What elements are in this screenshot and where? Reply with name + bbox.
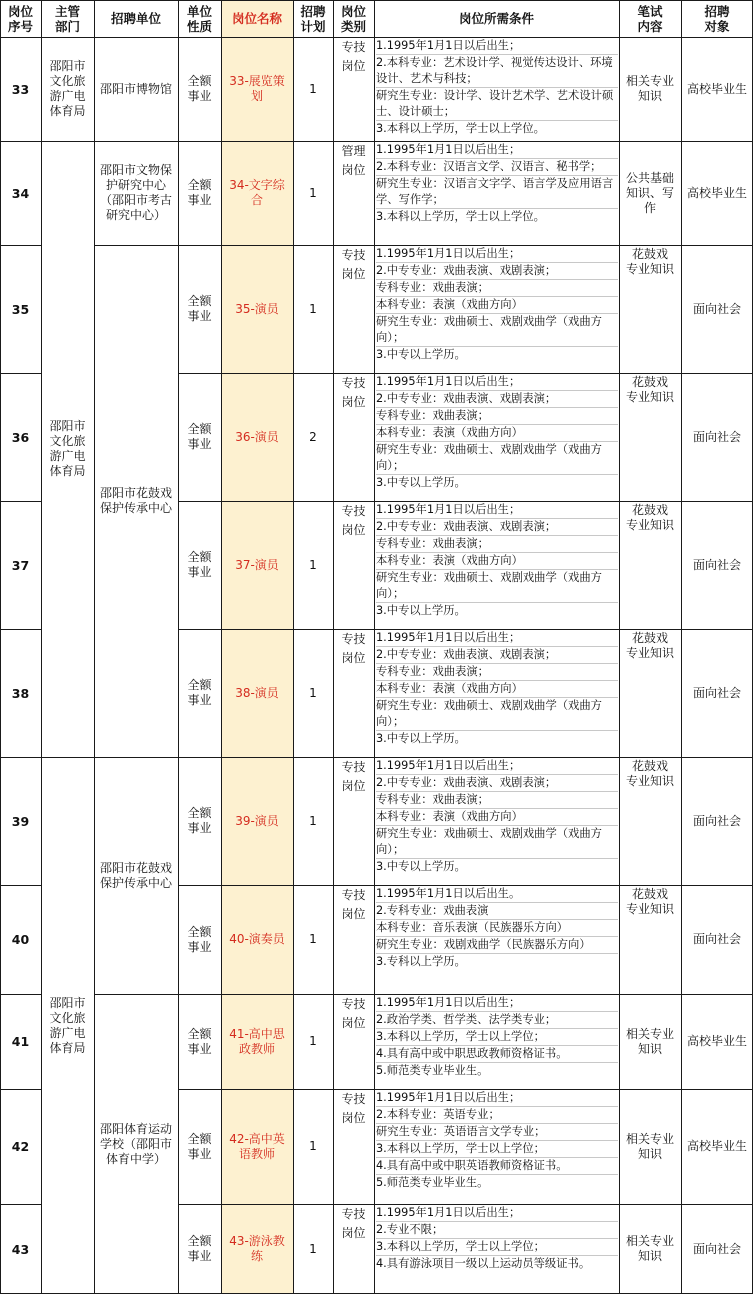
nature-cell: 全额 事业 (187, 294, 212, 323)
post-name-cell: 38-演员 (221, 629, 293, 757)
plan-cell: 2 (309, 429, 317, 444)
post-name-cell: 35-演员 (221, 245, 293, 373)
nature-cell: 全额 事业 (187, 1026, 212, 1056)
type-cell: 专技 岗位 (341, 376, 366, 409)
header-plan: 招聘 计划 (300, 3, 326, 34)
seq-cell: 33 (11, 81, 30, 97)
seq-cell: 41 (11, 1034, 30, 1049)
target-cell: 面向社会 (692, 813, 741, 828)
exam-cell: 相关专业 知识 (625, 74, 674, 103)
type-cell: 专技 岗位 (341, 40, 366, 73)
conditions-cell: 1.1995年1月1日以后出生； 2.本科专业：英语专业； 研究生专业：英语语言文学专业； 3.本科以上学历，学士以上学位； 4.具有高中或中职英语教师资格证书。 5.师范类专业毕业生。 (374, 1090, 619, 1204)
type-cell: 专技 岗位 (341, 1207, 366, 1240)
header-type: 岗位 类别 (340, 3, 366, 34)
nature-cell: 全额 事业 (187, 1234, 212, 1263)
header-conditions: 岗位所需条件 (458, 11, 534, 26)
header-unit: 招聘单位 (110, 11, 161, 26)
seq-cell: 34 (11, 185, 30, 201)
header-nature: 单位 性质 (186, 3, 212, 34)
nature-cell: 全额 事业 (187, 178, 212, 207)
target-cell: 面向社会 (692, 557, 741, 572)
type-cell: 专技 岗位 (341, 760, 366, 793)
exam-cell: 花鼓戏 专业知识 (625, 375, 674, 404)
post-name-cell: 42-高中英 语教师 (221, 1089, 293, 1204)
post-name-cell: 39-演员 (221, 757, 293, 885)
post-name-cell: 34-文字综 合 (221, 141, 293, 245)
exam-cell: 花鼓戏 专业知识 (625, 631, 674, 660)
conditions-cell: 1.1995年1月1日以后出生。 2.专科专业：戏曲表演 本科专业：音乐表演（民族器乐方向） 研究生专业：戏剧戏曲学（民族器乐方向） 3.专科以上学历。 (374, 886, 619, 994)
post-name-cell: 43-游泳教 练 (221, 1204, 293, 1294)
seq-cell: 35 (11, 301, 30, 317)
exam-cell: 相关专业 知识 (625, 1234, 674, 1263)
seq-cell: 40 (11, 932, 30, 947)
exam-cell: 相关专业 知识 (625, 1026, 674, 1056)
exam-cell: 花鼓戏 专业知识 (625, 887, 674, 916)
unit-cell: 邵阳体育运动 学校（邵阳市 体育中学） (99, 1121, 172, 1166)
type-cell: 管理 岗位 (341, 144, 366, 177)
post-name-cell: 40-演奏员 (221, 885, 293, 994)
target-cell: 高校毕业生 (686, 1034, 747, 1048)
exam-cell: 公共基础 知识、写 作 (625, 170, 674, 215)
seq-cell: 36 (11, 429, 30, 445)
nature-cell: 全额 事业 (187, 74, 212, 103)
plan-cell: 1 (309, 185, 317, 200)
header-dept: 主管 部门 (54, 3, 80, 34)
unit-cell: 邵阳市花鼓戏 保护传承中心 (99, 860, 172, 890)
conditions-cell: 1.1995年1月1日以后出生； 2.中专专业：戏曲表演、戏剧表演； 专科专业：戏曲表演； 本科专业：表演（戏曲方向） 研究生专业：戏曲硕士、戏剧戏曲学（戏曲方向）； 3.中专以上学历。 (374, 630, 619, 757)
unit-cell: 邵阳市文物保 护研究中心 （邵阳市考古 研究中心） (99, 163, 172, 222)
target-cell: 高校毕业生 (686, 185, 747, 200)
plan-cell: 1 (309, 1139, 317, 1153)
conditions-cell: 1.1995年1月1日以后出生； 2.中专专业：戏曲表演、戏剧表演； 专科专业：戏曲表演； 本科专业：表演（戏曲方向） 研究生专业：戏曲硕士、戏剧戏曲学（戏曲方向）； 3.中专以上学历。 (374, 246, 619, 373)
conditions-cell: 1.1995年1月1日以后出生； 2.政治学类、哲学类、法学类专业； 3.本科以上学历，学士以上学位； 4.具有高中或中职思政教师资格证书。 5.师范类专业毕业生。 (374, 995, 619, 1089)
header-seq: 岗位 序号 (7, 3, 33, 34)
plan-cell: 1 (309, 813, 317, 828)
seq-cell: 38 (11, 685, 30, 701)
nature-cell: 全额 事业 (187, 1131, 212, 1161)
unit-cell: 邵阳市花鼓戏 保护传承中心 (99, 486, 172, 515)
post-name-cell: 37-演员 (221, 501, 293, 629)
type-cell: 专技 岗位 (341, 248, 366, 281)
conditions-cell: 1.1995年1月1日以后出生； 2.中专专业：戏曲表演、戏剧表演； 专科专业：戏曲表演； 本科专业：表演（戏曲方向） 研究生专业：戏曲硕士、戏剧戏曲学（戏曲方向）； 3.中专以上学历。 (374, 374, 619, 501)
target-cell: 面向社会 (692, 301, 741, 316)
target-cell: 面向社会 (692, 932, 741, 946)
plan-cell: 1 (309, 557, 317, 572)
plan-cell: 1 (309, 1241, 317, 1256)
plan-cell: 1 (309, 685, 317, 700)
conditions-cell: 1.1995年1月1日以后出生； 2.中专专业：戏曲表演、戏剧表演； 专科专业：戏曲表演； 本科专业：表演（戏曲方向） 研究生专业：戏曲硕士、戏剧戏曲学（戏曲方向）； 3.中专以上学历。 (374, 758, 619, 885)
nature-cell: 全额 事业 (187, 550, 212, 579)
header-exam: 笔试 内容 (637, 3, 663, 34)
target-cell: 高校毕业生 (686, 81, 747, 96)
target-cell: 面向社会 (692, 429, 741, 444)
post-name-cell: 41-高中思 政教师 (221, 994, 293, 1089)
type-cell: 专技 岗位 (341, 888, 366, 921)
seq-cell: 42 (11, 1139, 30, 1154)
nature-cell: 全额 事业 (187, 806, 212, 835)
exam-cell: 花鼓戏 专业知识 (625, 759, 674, 788)
nature-cell: 全额 事业 (187, 678, 212, 707)
seq-cell: 37 (11, 557, 30, 573)
nature-cell: 全额 事业 (187, 422, 212, 451)
exam-cell: 花鼓戏 专业知识 (625, 503, 674, 532)
conditions-cell: 1.1995年1月1日以后出生； 2.本科专业：汉语言文学、汉语言、秘书学； 研究生专业：汉语言文字学、语言学及应用语言学、写作学； 3.本科以上学历，学士以上学位。 (374, 142, 619, 245)
plan-cell: 1 (309, 1034, 317, 1048)
header-target: 招聘 对象 (704, 3, 730, 34)
header-post: 岗位名称 (221, 0, 293, 37)
seq-cell: 43 (11, 1241, 30, 1257)
conditions-cell: 1.1995年1月1日以后出生； 2.中专专业：戏曲表演、戏剧表演； 专科专业：戏曲表演； 本科专业：表演（戏曲方向） 研究生专业：戏曲硕士、戏剧戏曲学（戏曲方向）； 3.中专以上学历。 (374, 502, 619, 629)
plan-cell: 1 (309, 81, 317, 96)
type-cell: 专技 岗位 (341, 504, 366, 537)
plan-cell: 1 (309, 932, 317, 946)
conditions-cell: 1.1995年1月1日以后出生； 2.本科专业：艺术设计学、视觉传达设计、环境设计、艺术与科技； 研究生专业：设计学、设计艺术学、艺术设计硕士、设计硕士； 3.本科以上学历，学士以上学位。 (374, 38, 619, 141)
nature-cell: 全额 事业 (187, 924, 212, 954)
type-cell: 专技 岗位 (341, 632, 366, 665)
target-cell: 面向社会 (692, 1241, 741, 1256)
plan-cell: 1 (309, 301, 317, 316)
exam-cell: 花鼓戏 专业知识 (625, 247, 674, 276)
dept-cell: 邵阳市 文化旅 游广电 体育局 (49, 59, 86, 118)
dept-cell: 邵阳市 文化旅 游广电 体育局 (49, 419, 86, 478)
exam-cell: 相关专业 知识 (625, 1131, 674, 1161)
dept-cell: 邵阳市 文化旅 游广电 体育局 (49, 995, 86, 1055)
target-cell: 面向社会 (692, 685, 741, 700)
type-cell: 专技 岗位 (341, 997, 366, 1030)
post-name-cell: 36-演员 (221, 373, 293, 501)
target-cell: 高校毕业生 (686, 1139, 747, 1153)
post-name-cell: 33-展览策 划 (221, 37, 293, 141)
seq-cell: 39 (11, 813, 30, 829)
conditions-cell: 1.1995年1月1日以后出生； 2.专业不限； 3.本科以上学历，学士以上学位； 4.具有游泳项目一级以上运动员等级证书。 (374, 1205, 619, 1294)
type-cell: 专技 岗位 (341, 1092, 366, 1125)
unit-cell: 邵阳市博物馆 (99, 81, 172, 96)
